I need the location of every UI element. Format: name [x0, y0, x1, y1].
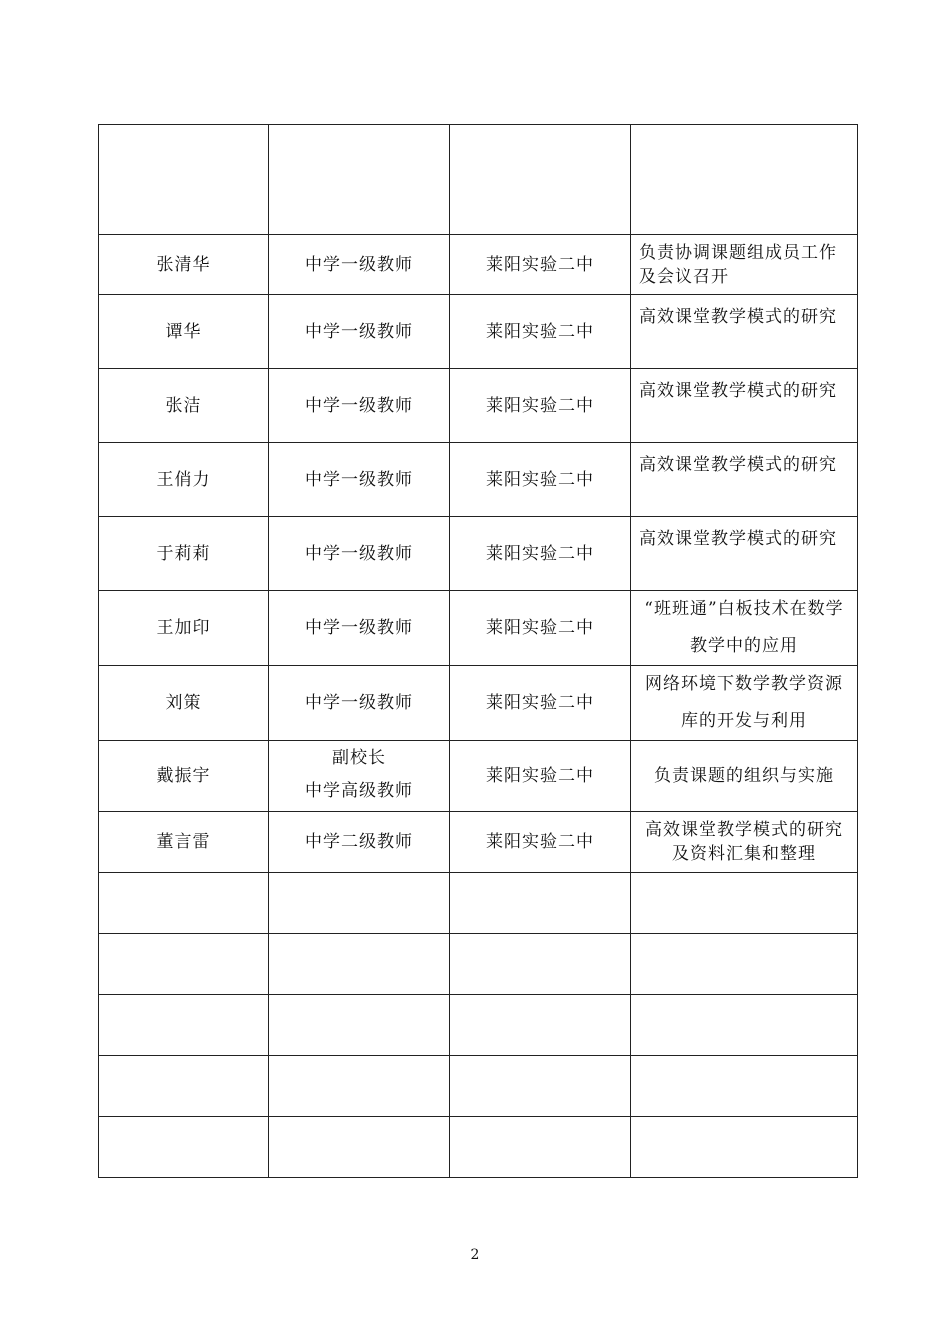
- task-cell: [631, 873, 858, 934]
- school-cell: [450, 1056, 631, 1117]
- school-cell: 莱阳实验二中: [450, 812, 631, 873]
- table-row: [99, 1056, 858, 1117]
- school-cell: 莱阳实验二中: [450, 666, 631, 741]
- school-cell: 莱阳实验二中: [450, 369, 631, 443]
- name-cell: 张清华: [99, 235, 269, 295]
- table-row: [99, 873, 858, 934]
- member-table: [98, 124, 858, 1178]
- task-cell: [631, 1056, 858, 1117]
- task-cell: [631, 995, 858, 1056]
- task-cell: 负责协调课题组成员工作及会议召开: [631, 235, 858, 295]
- name-cell: [99, 1117, 269, 1178]
- name-cell: [99, 1056, 269, 1117]
- title-cell: [269, 873, 450, 934]
- name-cell: 王俏力: [99, 443, 269, 517]
- title-cell: 中学一级教师: [269, 517, 450, 591]
- name-cell: 于莉莉: [99, 517, 269, 591]
- school-cell: [450, 125, 631, 235]
- task-cell: “班班通”白板技术在数学教学中的应用: [631, 591, 858, 666]
- title-cell: 中学一级教师: [269, 295, 450, 369]
- name-cell: 王加印: [99, 591, 269, 666]
- name-cell: 张洁: [99, 369, 269, 443]
- school-cell: [450, 1117, 631, 1178]
- school-cell: [450, 995, 631, 1056]
- table-row: [99, 995, 858, 1056]
- title-cell: [269, 934, 450, 995]
- table-row: [99, 235, 858, 295]
- school-cell: 莱阳实验二中: [450, 235, 631, 295]
- table-row: [99, 934, 858, 995]
- table-row: [99, 591, 858, 666]
- task-cell: 负责课题的组织与实施: [631, 741, 858, 812]
- title-cell: [269, 995, 450, 1056]
- table-row: [99, 369, 858, 443]
- table-row: [99, 125, 858, 235]
- name-cell: 董言雷: [99, 812, 269, 873]
- name-cell: [99, 934, 269, 995]
- table-row: [99, 295, 858, 369]
- name-cell: [99, 995, 269, 1056]
- table-row: [99, 812, 858, 873]
- title-cell: 中学二级教师: [269, 812, 450, 873]
- task-cell: 高效课堂教学模式的研究及资料汇集和整理: [631, 812, 858, 873]
- school-cell: 莱阳实验二中: [450, 443, 631, 517]
- title-cell: [269, 1117, 450, 1178]
- name-cell: 戴振宇: [99, 741, 269, 812]
- task-cell: [631, 1117, 858, 1178]
- table-row: [99, 517, 858, 591]
- task-cell: 网络环境下数学教学资源库的开发与利用: [631, 666, 858, 741]
- table-row: [99, 443, 858, 517]
- school-cell: 莱阳实验二中: [450, 741, 631, 812]
- table-row: [99, 741, 858, 812]
- title-cell: 中学一级教师: [269, 591, 450, 666]
- title-cell: [269, 125, 450, 235]
- name-cell: 谭华: [99, 295, 269, 369]
- task-cell: 高效课堂教学模式的研究: [631, 369, 858, 443]
- task-cell: 高效课堂教学模式的研究: [631, 517, 858, 591]
- school-cell: 莱阳实验二中: [450, 591, 631, 666]
- title-cell: 中学一级教师: [269, 235, 450, 295]
- name-cell: [99, 873, 269, 934]
- school-cell: 莱阳实验二中: [450, 295, 631, 369]
- title-cell: 中学一级教师: [269, 666, 450, 741]
- title-cell: 中学一级教师: [269, 443, 450, 517]
- table-row: [99, 666, 858, 741]
- name-cell: [99, 125, 269, 235]
- school-cell: [450, 934, 631, 995]
- task-cell: 高效课堂教学模式的研究: [631, 295, 858, 369]
- page-number: 2: [470, 1247, 480, 1263]
- task-cell: [631, 125, 858, 235]
- school-cell: 莱阳实验二中: [450, 517, 631, 591]
- title-cell: 中学一级教师: [269, 369, 450, 443]
- title-cell: 副校长 中学高级教师: [269, 741, 450, 812]
- task-cell: 高效课堂教学模式的研究: [631, 443, 858, 517]
- title-cell: [269, 1056, 450, 1117]
- task-cell: [631, 934, 858, 995]
- table-row: [99, 1117, 858, 1178]
- school-cell: [450, 873, 631, 934]
- name-cell: 刘策: [99, 666, 269, 741]
